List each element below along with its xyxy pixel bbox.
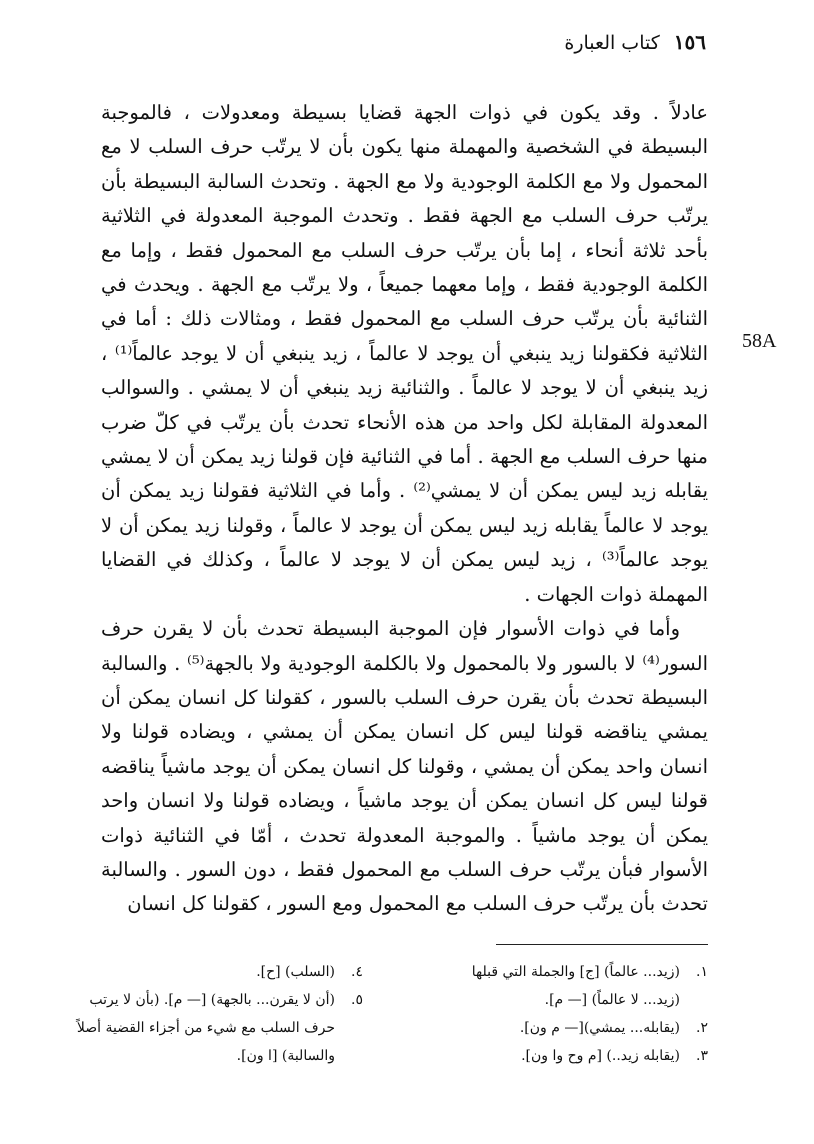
footnote-text: (أن لا يقرن... بالجهة) [— م]. (بأن لا يرتب	[89, 992, 335, 1008]
footnote-number: ٥.	[351, 992, 363, 1008]
footnote-number: ١.	[696, 964, 708, 980]
footnotes-left-column	[40, 958, 363, 1070]
paragraph: عادلاً . وقد يكون في ذوات الجهة قضايا بسيطة ومعدولات ، فالموجبة البسيطة في الشخصية والمهملة منها يكون بأن لا يرتّب حرف السلب لا مع المحمول ولا مع الكلمة الوجودية ولا مع الجهة . وتحدث السالبة البسيطة بأن يرتّب حرف السلب مع الجهة فقط . وتحدث الموجبة المعدولة في الثلاثية بأحد ثلاثة أنحاء ، إما بأن يرتّب حرف السلب مع المحمول فقط ، وإما مع الكلمة الوجودية فقط ، وإما معهما جميعاً ، ولا يرتّب مع الجهة . ويحدث في الثنائية بأن يرتّب حرف السلب مع المحمول فقط ، ومثالات ذلك : أما في الثلاثية فكقولنا زيد ينبغي أن يوجد لا عالماً ، زيد ينبغي أن لا يوجد عالماً⁽¹⁾ ، زيد ينبغي أن لا يوجد لا عالماً . والثنائية زيد ينبغي أن لا يمشي . والسوالب المعدولة المقابلة لكل واحد من هذه الأنحاء تحدث بأن يرتّب في كلّ ضرب منها حرف السلب مع الجهة . أما في الثنائية فإن قولنا زيد يمكن أن لا يمشي يقابله زيد ليس يمكن أن لا يمشي⁽²⁾ . وأما في الثلاثية فقولنا زيد يمكن أن يوجد لا عالماً يقابله زيد ليس يمكن أن يوجد لا عالماً ، وقولنا زيد يمكن أن لا يوجد عالماً⁽³⁾ ، زيد ليس يمكن أن لا يوجد لا عالماً ، وكذلك في القضايا المهملة ذوات الجهات .	[101, 101, 709, 606]
footnote-number: ٤.	[351, 964, 363, 980]
page-number: ١٥٦	[673, 30, 706, 54]
footnote	[40, 986, 363, 1014]
footnotes-right-column	[385, 958, 708, 1070]
footnote-number: ٣.	[696, 1048, 708, 1064]
footnote-text: (يقابله زيد..) [م وح وا ون].	[521, 1048, 680, 1064]
footnote	[385, 958, 708, 986]
footnote-continuation	[40, 1042, 363, 1070]
footnote-number: ٢.	[696, 1020, 708, 1036]
paragraph: وأما في ذوات الأسوار فإن الموجبة البسيطة تحدث بأن لا يقرن حرف السور⁽⁴⁾ لا بالسور ولا بالمحمول ولا بالكلمة الوجودية ولا بالجهة⁽⁵⁾ . والسالبة البسيطة تحدث بأن يقرن حرف السلب بالسور ، كقولنا كل انسان يمكن أن يمشي يناقضه قولنا ليس كل انسان يمكن أن يمشي ، ويضاده قولنا ولا انسان واحد يمكن أن يمشي ، وقولنا كل انسان يمكن أن يوجد ماشياً يناقضه قولنا ليس كل انسان يمكن أن يوجد ماشياً ، ويضاده قولنا ولا انسان واحد يمكن أن يوجد ماشياً . والموجبة المعدولة تحدث ، أمّا في الثنائية ذوات الأسوار فبأن يرتّب حرف السلب مع المحمول فقط ، دون السور . والسالبة تحدث بأن يرتّب حرف السلب مع المحمول ومع السور ، كقولنا كل انسان	[101, 617, 709, 916]
footnote-continuation	[385, 986, 708, 1014]
footnote	[385, 1014, 708, 1042]
footnote-text: والسالبة) [ا ون].	[236, 1048, 335, 1064]
footnote-text: (يقابله... يمشي)[— م ون].	[519, 1020, 680, 1036]
main-text	[101, 96, 708, 922]
footnote	[40, 958, 363, 986]
footnotes	[40, 958, 708, 1070]
footnote-divider	[496, 944, 708, 945]
footnote-text: (السلب) [ح].	[256, 964, 335, 980]
page-header	[564, 30, 706, 54]
footnote	[385, 1042, 708, 1070]
margin-reference: 58A	[742, 330, 777, 352]
footnote-text: حرف السلب مع شيء من أجزاء القضية أصلاً	[76, 1020, 335, 1036]
footnote-continuation	[40, 1014, 363, 1042]
footnote-text: (زيد... عالماً) [ج] والجملة التي قبلها	[471, 964, 680, 980]
book-title: كتاب العبارة	[564, 32, 660, 54]
footnote-text: (زيد... لا عالماً) [— م].	[544, 992, 680, 1008]
